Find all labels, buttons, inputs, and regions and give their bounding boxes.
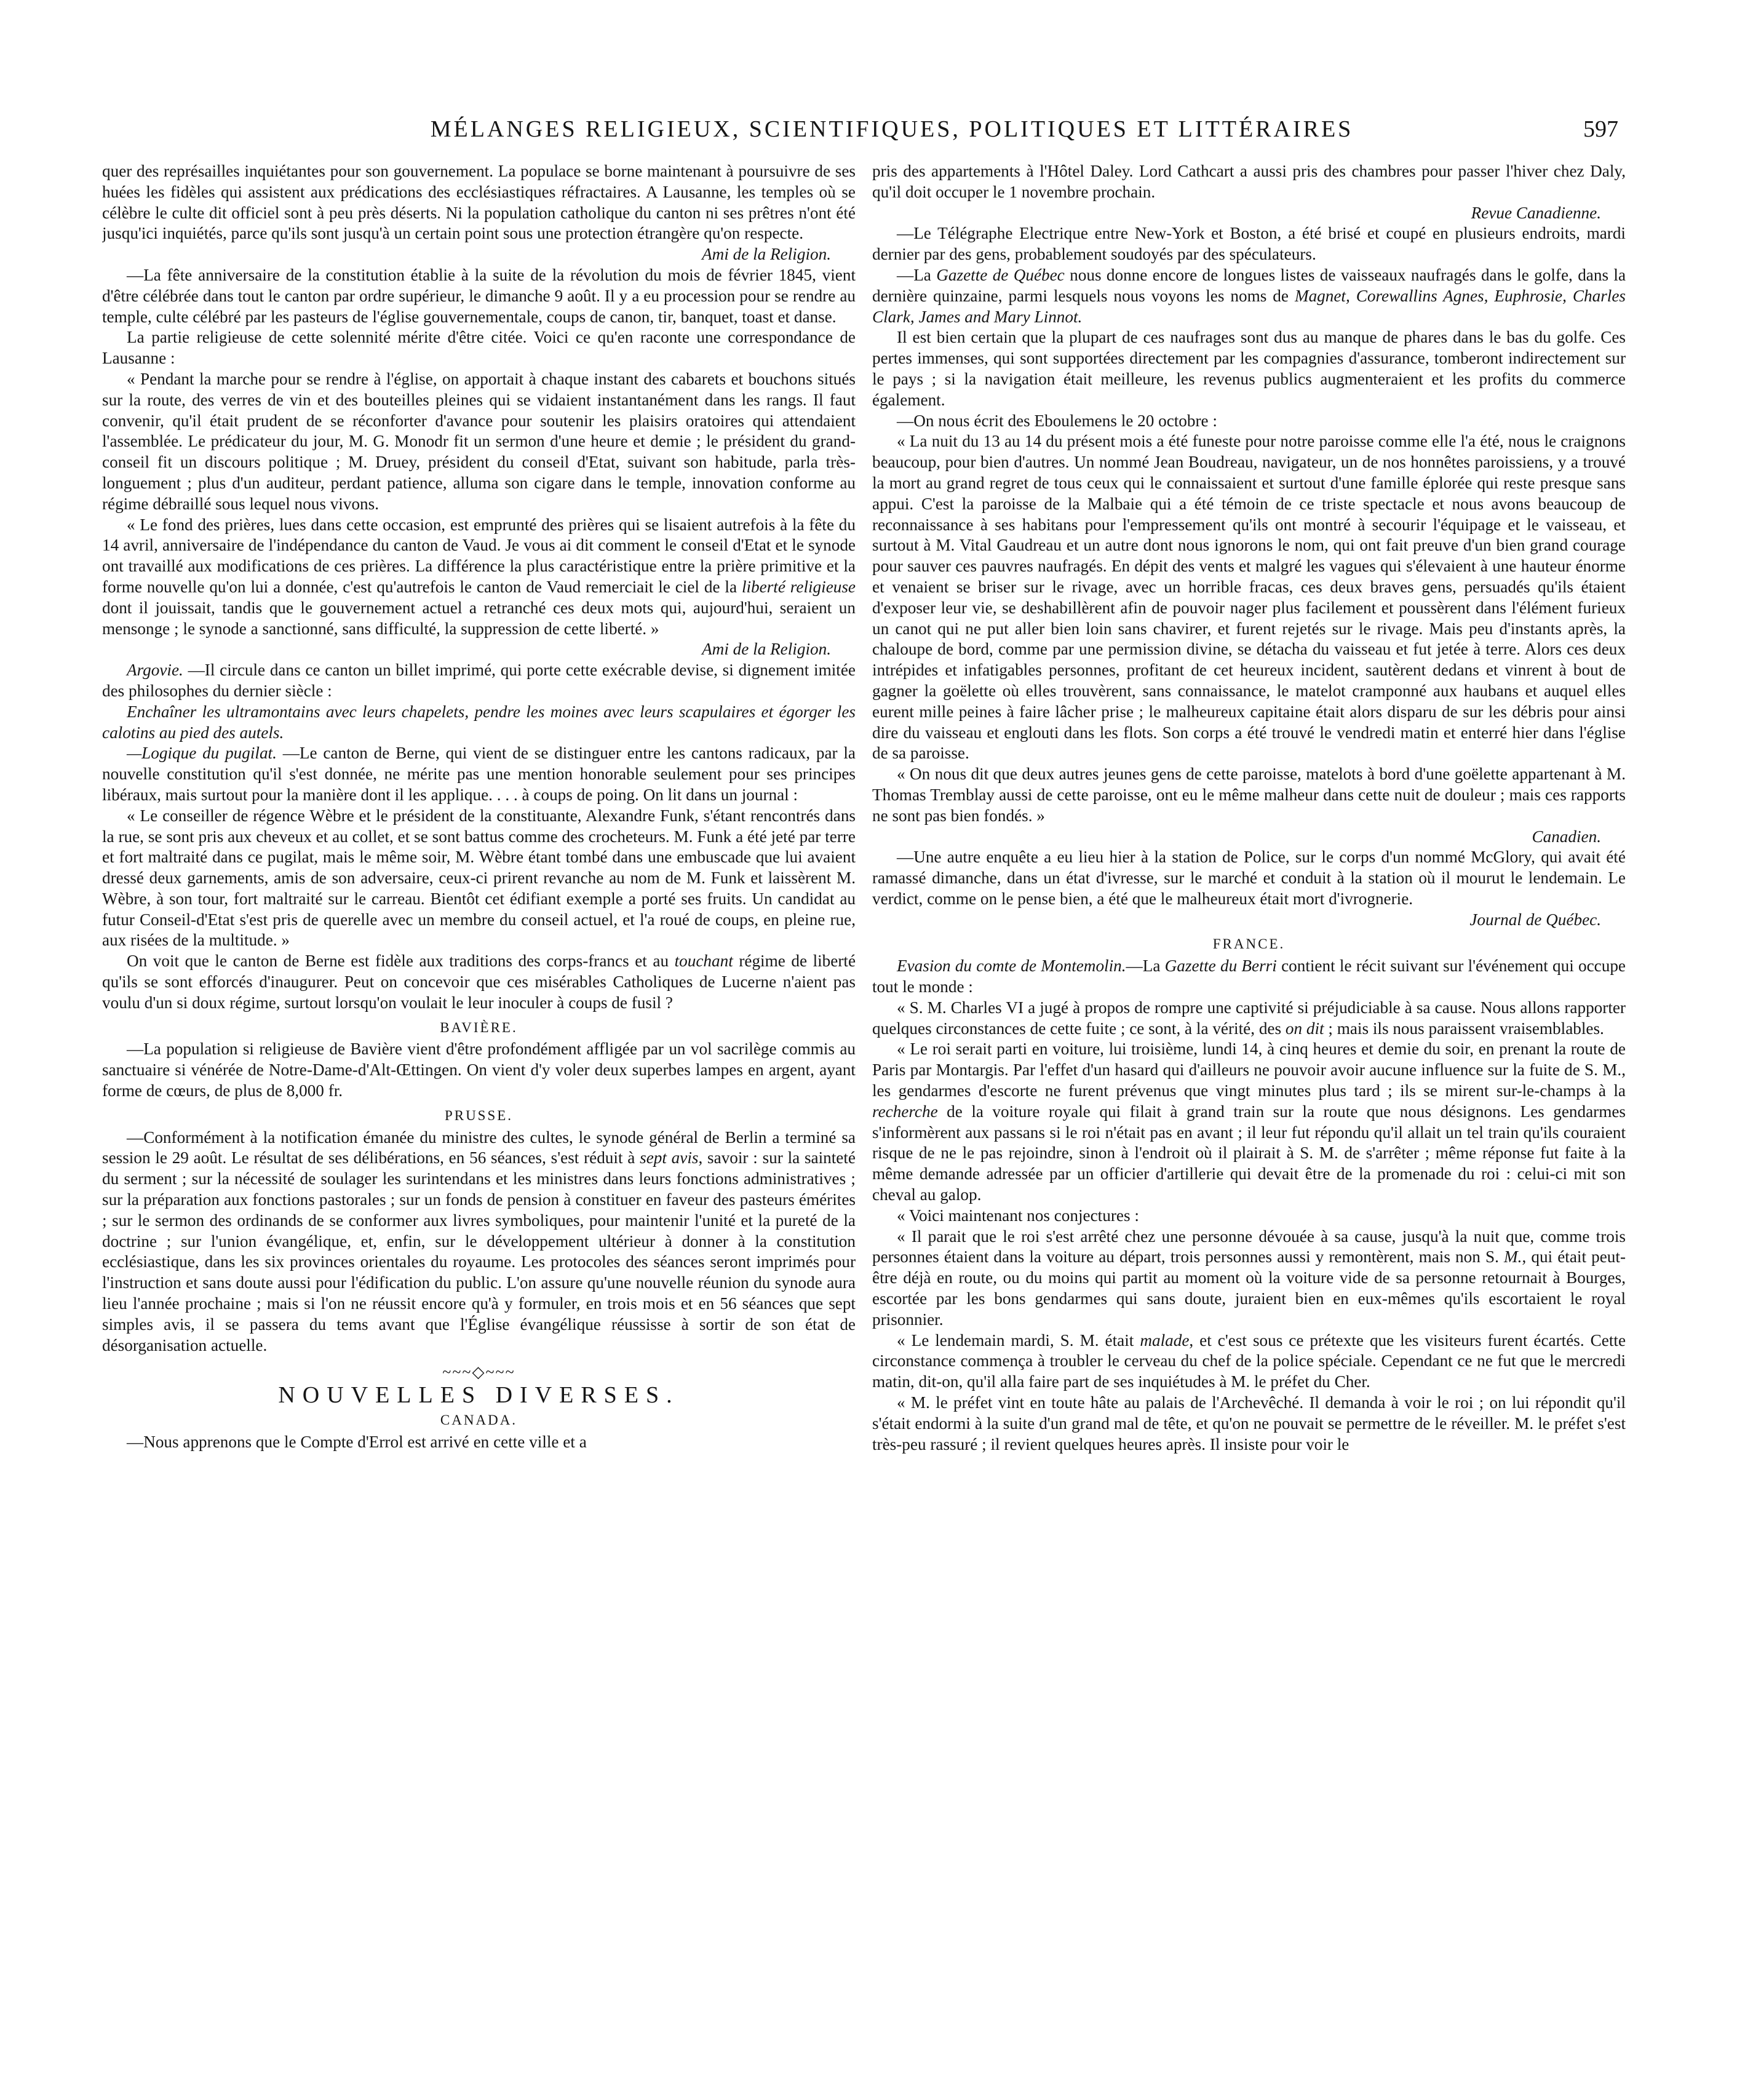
italic-heading: —Logique du pugilat. — [127, 744, 277, 763]
paragraph — [872, 1330, 1626, 1393]
ship-names: Magnet, Corewallins Agnes, Euphrosie, Charles Clark, James and Mary Linnot. — [872, 286, 1626, 326]
paragraph: « On nous dit que deux autres jeunes gens de cette paroisse, matelots à bord d'une goëlette appartenant à M. Thomas Tremblay aussi de cette paroisse, ont eu le même malheur dans cette nuit de douleur ; mais ces rapports ne sont pas bien fondés. » — [872, 765, 1626, 825]
paragraph: —Une autre enquête a eu lieu hier à la station de Police, sur le corps d'un nommé McGlory, qui avait été ramassé dimanche, dans un état d'ivresse, sur le marché et conduit à la station où il mourut le lendemain. Le verdict, comme on le pense bien, a été que le malheureux était mort d'ivrognerie. — [872, 848, 1626, 908]
paragraph: « La nuit du 13 au 14 du présent mois a été funeste pour notre paroisse comme elle l'a été, nous le craignons beaucoup, pour bien d'autres. Un nommé Jean Boudreau, navigateur, un de nos honnêtes paroissiens, y a trouvé la mort au grand regret de tous ceux qui le connaissaient et surtout d'une famille éplorée qui reste presque sans appui. C'est la paroisse de la Malbaie qui a été témoin de ce triste spectacle et nous avons beaucoup de reconnaissance à ses habitans pour l'empressement qu'ils ont montré à secourir l'équipage et le vaisseau, et surtout à M. Vital Gaudreau et un autre dont nous ignorons le nom, qui ont fait preuve d'un bien grand courage pour sauver ces pauvres naufragés. En dépit des vents et malgré les vagues qui s'élevaient à une hauteur énorme et venaient se briser sur le rivage, avec un horrible fracas, ces deux braves gens, persuadés qu'ils étaient d'exposer leur vie, se deshabillèrent afin de pouvoir nager plus facilement et poussèrent dans l'élément furieux un canot qui ne put aller bien loin sans chavirer, et furent rejetés sur le rivage. Mais peu d'instants après, la chaloupe de bord, comme par une permission divine, se détacha du vaisseau et fut jetée à terre. Alors ces deux intrépides et infatigables personnes, profitant de cet heureux incident, sautèrent dedans et vinrent à bout de gagner la goëlette où elles trouvèrent, sans connaissance, le matelot cramponné aux haubans et auquel elles eurent mille peines à faire lâcher prise ; le malheureux capitaine était alors disparu de sur les débris pour ainsi dire du vaisseau et englouti dans les flots. Son corps a été trouvé le vendredi matin et enterré hier dans l'église de sa paroisse. — [872, 432, 1626, 763]
quoted-motto: Enchaîner les ultramontains avec leurs chapelets, pendre les moines avec leurs scapulaires et égorger les calotins au pied des autels. — [102, 702, 856, 742]
italic-phrase: touchant — [674, 952, 733, 971]
italic-phrase: recherche — [872, 1102, 938, 1121]
source-credit: Canadien. — [1532, 827, 1601, 846]
paragraph: quer des représailles inquiétantes pour son gouvernement. La populace se borne maintenant à poursuivre de ses huées les fidèles qui assistent aux prédications des ecclésiastiques réfractaires. A Lausanne, les temples où se célèbre le culte dit officiel sont à peu près déserts. Ni la population catholique du canton ni ses prêtres n'ont été jusqu'ici inquiétés, parce qu'ils sont jusqu'à un certain point sous une protection étrangère qu'on respecte. — [102, 162, 856, 243]
text-run: , savoir : sur la sainteté du serment ; sur la nécessité de soulager les surintendans et les ministres dans leurs fonctions administratives ; sur la préparation aux fonctions pastorales ; sur un fonds de pension à constituer en faveur des pasteurs émérites ; sur le sermon des ordinands de se conformer aux livres symboliques, pour maintenir l'unité et la pureté de la doctrine ; sur l'union évangélique, et, enfin, sur le développement ultérieur à donner à la constitution ecclésiastique, dans les six provinces orientales du royaume. Les protocoles des séances seront imprimés pour l'instruction et sans doute aussi pour l'édification du public. L'on assure qu'une nouvelle réunion du synode aura lieu l'année prochaine ; mais si l'on ne réussit encore qu'à y formuler, en trois mois et en 56 séances que sept simples avis, il se passera du tems avant que l'Église évangélique réussisse à sortir de son état de désorganisation actuelle. — [102, 1148, 856, 1354]
text-run: —La — [897, 265, 931, 284]
paragraph — [872, 1227, 1626, 1330]
right-column — [872, 161, 1626, 2068]
paragraph — [872, 265, 1626, 327]
paragraph: pris des appartements à l'Hôtel Daley. Lord Cathcart a aussi pris des chambres pour passer l'hiver chez Daly, qu'il doit occuper le 1 novembre prochain. — [872, 162, 1626, 201]
section-heading: PRUSSE. — [444, 1107, 514, 1123]
paragraph: La partie religieuse de cette solennité mérite d'être citée. Voici ce qu'en raconte une correspondance de Lausanne : — [102, 328, 856, 368]
text-run: nous donne encore de longues listes de vaisseaux naufragés dans le golfe, dans la dernière quinzaine, parmi lesquels nous voyons les noms de — [872, 265, 1626, 305]
source-credit: Ami de la Religion. — [702, 640, 831, 659]
italic-phrase: on dit — [1285, 1019, 1324, 1038]
text-run: « Il parait que le roi s'est arrêté chez une personne dévouée à sa cause, jusqu'à la nuit que, comme trois personnes étaient dans la voiture au départ, trois personnes aussi y remontèrent, mais non S. — [872, 1227, 1626, 1267]
italic-phrase: Gazette du Berri — [1164, 957, 1277, 976]
section-heading: BAVIÈRE. — [440, 1019, 518, 1035]
paragraph — [872, 956, 1626, 998]
text-run: ; mais ils nous paraissent vraisemblables. — [1328, 1019, 1604, 1038]
paragraph: —La fête anniversaire de la constitution établie à la suite de la révolution du mois de février 1845, vient d'être célébrée dans tout le canton par ordre supérieur, le dimanche 9 août. Il y a eu procession pour se rendre au temple, culte célébré par les pasteurs de l'église gouvernementale, coups de canon, tir, banquet, toast et danse. — [102, 265, 856, 326]
source-credit: Revue Canadienne. — [1471, 203, 1601, 222]
text-run: —Il circule dans ce canton un billet imprimé, qui porte cette exécrable devise, si dignement imitée des philosophes du dernier siècle : — [102, 661, 856, 700]
paragraph: —Nous apprenons que le Compte d'Errol est arrivé en cette ville et a — [127, 1432, 587, 1451]
paragraph: « Pendant la marche pour se rendre à l'église, on apportait à chaque instant des cabarets et bouchons situés sur la route, des verres de vin et des bouteilles pleines qui se vidaient instantanément dans les rangs. Il faut convenir, qu'il était prudent de se réconforter d'avance pour soutenir les plaisirs oratoires qui attendaient l'assemblée. Le prédicateur du jour, M. G. Monodr fit un sermon d'une heure et demie ; le président du grand-conseil fit un discours politique ; M. Druey, président du conseil d'Etat, suivant son habitude, parla très-longuement ; plus d'un auditeur, perdant patience, alluma son cigare dans le temple, innovation conforme au régime débraillé sous lequel nous vivons. — [102, 369, 856, 513]
text-run: On voit que le canton de Berne est fidèle aux traditions des corps-francs et au — [127, 952, 669, 971]
text-run: « Le lendemain mardi, S. M. était — [897, 1330, 1134, 1350]
paragraph: « Le conseiller de régence Wèbre et le président de la constituante, Alexandre Funk, s'étant rencontrés dans la rue, se sont pris aux cheveux et au collet, et se sont battus comme des crocheteurs. M. Funk a été jeté par terre et fort maltraité dans ce pugilat, mais le même soir, M. Wèbre étant tombé dans une embuscade que lui avaient dressé deux garnements, amis de son adversaire, ceux-ci prirent revanche au nom de M. Funk et laissèrent M. Wèbre, à son tour, fort maltraité sur le carreau. Bientôt cet édifiant exemple a porté ses fruits. Un candidat au futur Conseil-d'Etat s'est pris de querelle avec un membre du conseil actuel, et l'a roué de coups, en pleine rue, aux risées de la multitude. » — [102, 806, 856, 950]
source-credit: Journal de Québec. — [1469, 910, 1601, 929]
source-credit: Ami de la Religion. — [702, 245, 831, 264]
italic-phrase: sept avis — [640, 1148, 699, 1167]
page-number: 597 — [1583, 116, 1618, 142]
italic-phrase: M. — [1504, 1247, 1522, 1267]
text-run: « Le roi serait parti en voiture, lui troisième, lundi 14, à cinq heures et demie du soir, en prenant la route de Paris par Montargis. Par l'effet d'un hasard qui d'ailleurs ne pouvoir avoir aucune influence sur la fuite de S. M., les gendarmes d'escorte ne furent prévenus que vingt minutes plus tard ; ils se mirent sur-le-champs à la — [872, 1040, 1626, 1100]
section-heading: FRANCE. — [1212, 936, 1286, 952]
text-run: « Le fond des prières, lues dans cette occasion, est emprunté des prières qui se lisaient autrefois à la fête du 14 avril, anniversaire de l'indépendance du canton de Vaud. Je vous ai dit comment le conseil d'Etat et le synode ont travaillé aux modifications de ces prières. La différence la plus caractéristique entre la prière primitive et la forme nouvelle qu'on lui a donnée, c'est qu'autrefois le canton de Vaud remerciait le ciel de la — [102, 515, 856, 596]
left-column — [102, 161, 856, 2068]
paragraph: « Voici maintenant nos conjectures : — [897, 1206, 1139, 1225]
section-heading: CANADA. — [440, 1412, 518, 1428]
text-run: régime de liberté qu'ils se sont efforcés d'inaugurer. Peut on concevoir que ces misérables Catholiques de Lucerne n'aient pas voulu d'un si doux régime, surtout lorsqu'on voulait le leur inoculer à coups de fusil ? — [102, 952, 856, 1012]
paragraph — [102, 660, 856, 702]
running-head: MÉLANGES RELIGIEUX, SCIENTIFIQUES, POLITIQUES ET LITTÉRAIRES — [430, 116, 1354, 142]
text-run: , et c'est sous ce prétexte que les visiteurs furent écartés. Cette circonstance commença à troubler le cerveau du chef de la police spéciale. Cependant ce ne fut que le mercredi matin, dit-on, qu'il alla faire part de ses inquiétudes à M. le préfet du Cher. — [872, 1330, 1626, 1391]
paragraph — [102, 743, 856, 805]
paragraph — [872, 1039, 1626, 1205]
paragraph: —On nous écrit des Eboulemens le 20 octobre : — [897, 411, 1217, 430]
text-run: —Le canton de Berne, qui vient de se distinguer entre les cantons radicaux, par la nouvelle constitution qu'il s'est donnée, ne mérite pas une mention honorable seulement pour ses principes libéraux, mais surtout pour la manière dont il les applique. . . . à coups de poing. On lit dans un journal : — [102, 744, 856, 804]
italic-heading: Argovie. — [127, 661, 183, 680]
text-run: , qui était peut-être déjà en route, ou du moins qui partit au moment où la voiture vide de sa personne retournait à Bourges, escortée par les bons gendarmes qui sans doute, juraient bien en eux-mêmes qu'ils escortaient le royal prisonnier. — [872, 1247, 1626, 1329]
section-title: NOUVELLES DIVERSES. — [278, 1382, 680, 1409]
ornament-divider: ~~~◇~~~ — [442, 1363, 515, 1382]
italic-phrase: liberté religieuse — [741, 577, 856, 596]
italic-phrase: Gazette de Québec — [936, 265, 1065, 284]
text-run: dont il jouissait, tandis que le gouvernement actuel a retranché ces deux mots qui, aujourd'hui, seraient un mensonge ; le synode a sanctionné, sans difficulté, la suppression de cette liberté. » — [102, 598, 856, 638]
italic-phrase: malade — [1140, 1330, 1190, 1350]
text-run: contient le récit suivant sur l'événement qui occupe tout le monde : — [872, 957, 1626, 996]
paragraph: —Le Télégraphe Electrique entre New-York et Boston, a été brisé et coupé en plusieurs endroits, mardi dernier par des gens, probablement soudoyés par des spéculateurs. — [872, 224, 1626, 264]
text-run: —Conformément à la notification émanée du ministre des cultes, le synode général de Berlin a terminé sa session le 29 août. Le résultat de ses délibérations, en 56 séances, s'est réduit à — [102, 1128, 856, 1167]
paragraph — [872, 998, 1626, 1040]
italic-heading: Evasion du comte de Montemolin. — [897, 957, 1126, 976]
paragraph: Il est bien certain que la plupart de ces naufrages sont dus au manque de phares dans le bas du golfe. Ces pertes immenses, qui sont supportées directement par les compagnies d'assurance, tomberont indirectement sur le pays ; si la navigation était meilleure, les revenus publics augmenteraient et les profits du commerce également. — [872, 328, 1626, 409]
text-run: —La — [1126, 957, 1161, 976]
text-run: de la voiture royale qui filait à grand train sur la route que nous désignons. Les gendarmes s'informèrent aux passans si le roi n'était pas en avant ; il leur fut répondu qu'il allait un tel train qu'ils couraient risque de ne le pas rejoindre, sinon à l'endroit où il plairait à S. M. de s'arrêter ; même réponse fut faite à la même demande adressée par un officier d'artillerie qui devait être de la promenade du roi : celui-ci mit son cheval au galop. — [872, 1102, 1626, 1204]
paragraph: —La population si religieuse de Bavière vient d'être profondément affligée par un vol sacrilège commis au sanctuaire si vénérée de Notre-Dame-d'Alt-Œttingen. On vient d'y voler deux superbes lampes en argent, ayant forme de cœurs, de plus de 8,000 fr. — [102, 1040, 856, 1100]
text-run: « S. M. Charles VI a jugé à propos de rompre une captivité si préjudiciable à sa cause. Nous allons rapporter quelques circonstances de cette fuite ; ce sont, à la vérité, des — [872, 998, 1626, 1038]
paragraph: « M. le préfet vint en toute hâte au palais de l'Archevêché. Il demanda à voir le roi ; on lui répondit qu'il s'était endormi à la suite d'un grand mal de tête, et qu'on ne pouvait se permettre de le réveiller. M. le préfet s'est très-peu rassuré ; il revient quelques heures après. Il insiste pour voir le — [872, 1393, 1626, 1454]
paragraph — [102, 515, 856, 640]
paragraph — [102, 1128, 856, 1356]
paragraph — [102, 951, 856, 1013]
